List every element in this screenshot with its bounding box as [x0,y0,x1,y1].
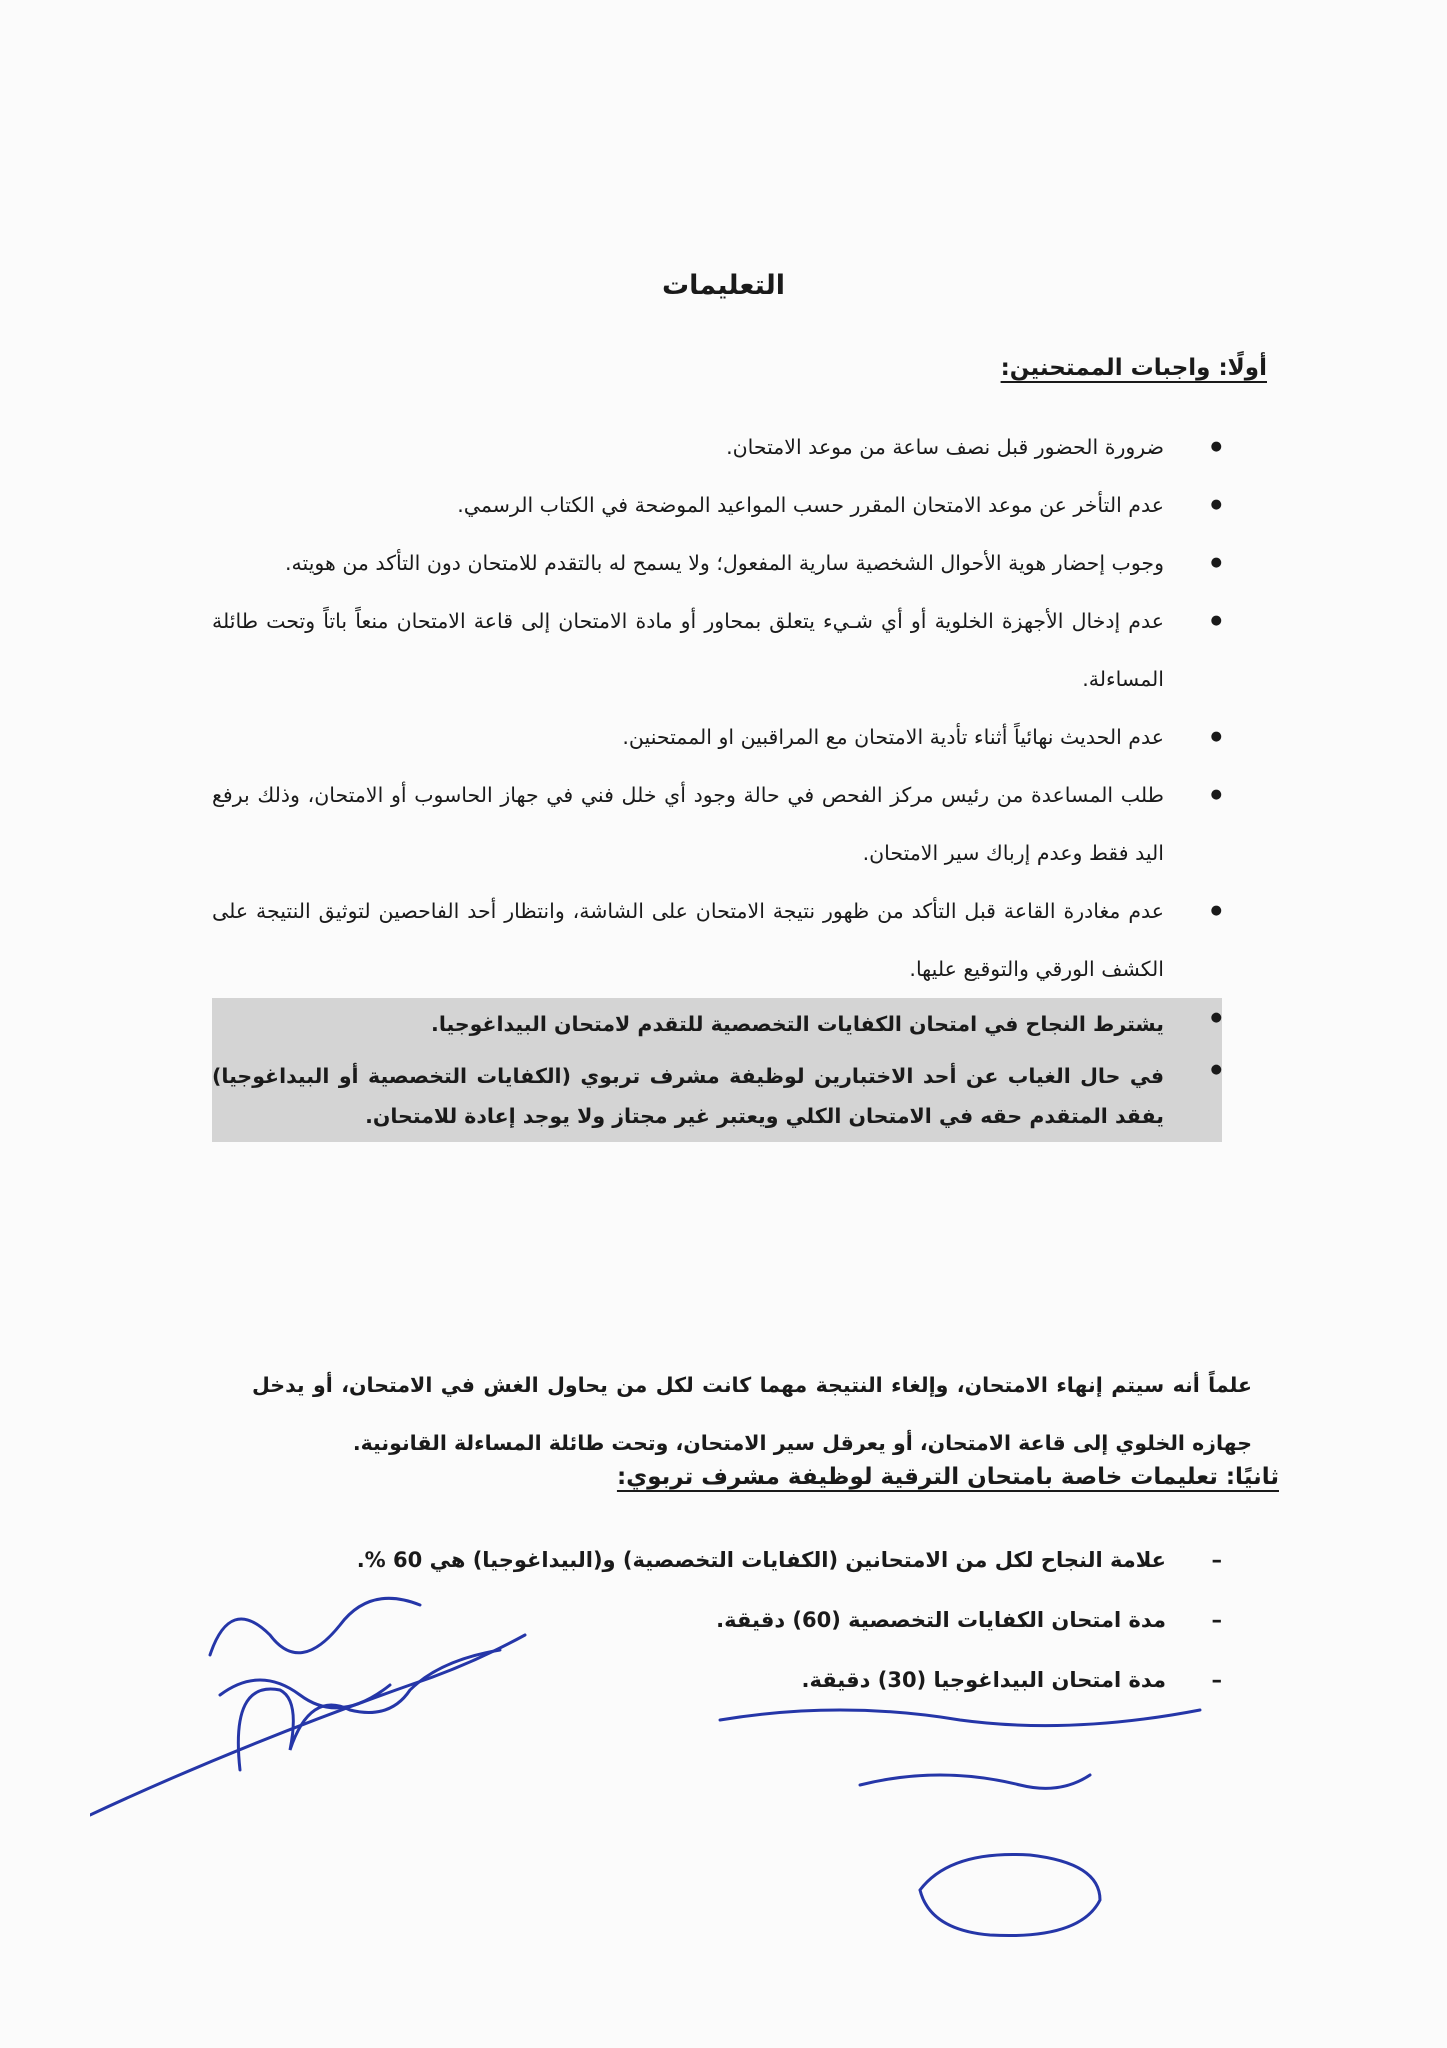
duties-list [212,418,1222,1142]
list-item: ● ضرورة الحضور قبل نصف ساعة من موعد الامتحان. [212,418,1222,476]
list-item: ● عدم التأخر عن موعد الامتحان المقرر حسب المواعيد الموضحة في الكتاب الرسمي. [212,476,1222,534]
list-item: ● طلب المساعدة من رئيس مركز الفحص في حالة وجود أي خلل فني في جهاز الحاسوب أو الامتحان، وذلك برفع اليد فقط وعدم إرباك سير الامتحان. [212,766,1222,882]
warning-note: علماً أنه سيتم إنهاء الامتحان، وإلغاء النتيجة مهما كانت لكل من يحاول الغش في الامتحان، أو يدخل جهازه الخلوي إلى قاعة الامتحان، أو يعرقل سير الامتحان، وتحت طائلة المساءلة القانونية. [252,1372,1252,1455]
list-item: – مدة امتحان الكفايات التخصصية (60) دقيقة. [222,1590,1222,1650]
list-item: ● عدم إدخال الأجهزة الخلوية أو أي شـيء يتعلق بمحاور أو مادة الامتحان إلى قاعة الامتحان منعاً باتاً وتحت طائلة المساءلة. [212,592,1222,708]
highlighted-list-item: ● يشترط النجاح في امتحان الكفايات التخصصية للتقدم لامتحان البيداغوجيا. [212,998,1222,1050]
list-item: – مدة امتحان البيداغوجيا (30) دقيقة. [222,1650,1222,1710]
section-heading-special: ثانيًا: تعليمات خاصة بامتحان الترقية لوظيفة مشرف تربوي: [616,1464,1279,1490]
highlighted-list-item: ● في حال الغياب عن أحد الاختبارين لوظيفة مشرف تربوي (الكفايات التخصصية أو البيداغوجيا) يفقد المتقدم حقه في الامتحان الكلي ويعتبر غير مجتاز ولا يوجد إعادة للامتحان. [212,1050,1222,1142]
document-title: التعليمات [661,270,786,301]
handwritten-signature-left [90,1505,550,1835]
section-heading-duties: أولًا: واجبات الممتحنين: [1000,355,1267,381]
list-item: ● عدم مغادرة القاعة قبل التأكد من ظهور نتيجة الامتحان على الشاشة، وانتظار أحد الفاحصين لتوثيق النتيجة على الكشف الورقي والتوقيع عليها. [212,882,1222,998]
list-item: – علامة النجاح لكل من الامتحانين (الكفايات التخصصية) و(البيداغوجيا) هي 60 %. [222,1530,1222,1590]
list-item: ● عدم الحديث نهائياً أثناء تأدية الامتحان مع المراقبين او الممتحنين. [212,708,1222,766]
list-item: ● وجوب إحضار هوية الأحوال الشخصية سارية المفعول؛ ولا يسمح له بالتقدم للامتحان دون التأكد من هويته. [212,534,1222,592]
handwritten-signature-right [690,1690,1250,1960]
